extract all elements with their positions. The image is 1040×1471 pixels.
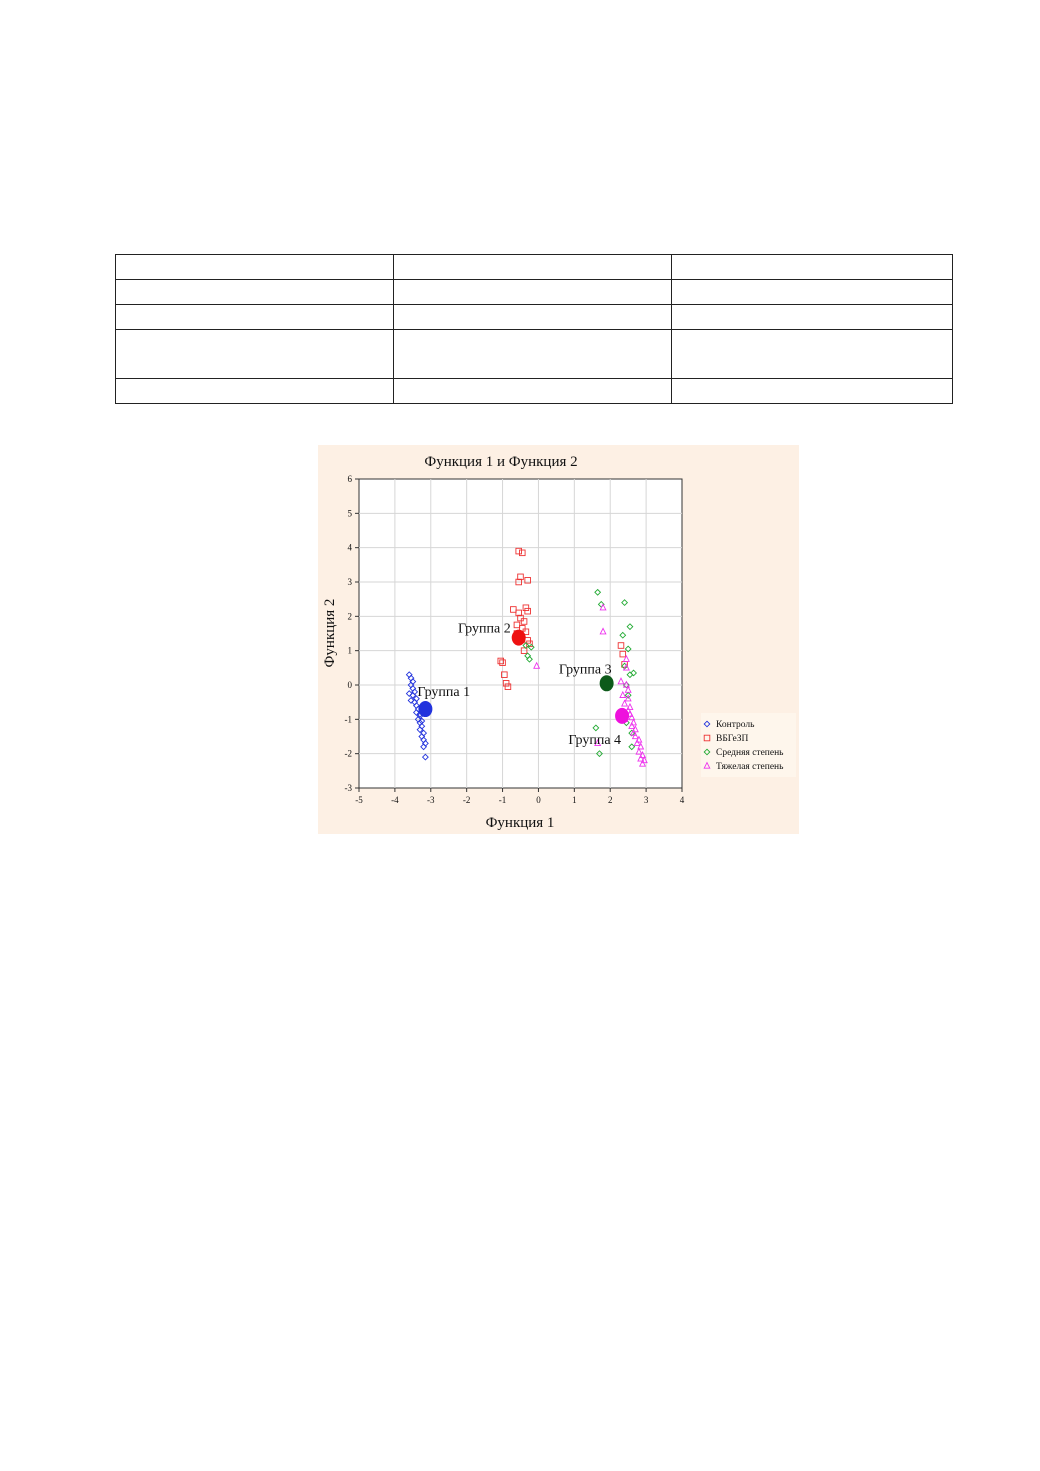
table-row xyxy=(116,305,953,330)
discriminant-chart-figure xyxy=(318,445,799,834)
table-cell xyxy=(394,330,672,379)
x-tick-label: -3 xyxy=(427,795,435,805)
y-tick-label: -2 xyxy=(344,748,352,759)
table-cell xyxy=(116,255,394,280)
table-row xyxy=(116,330,953,379)
table-cell xyxy=(672,255,953,280)
table-cell xyxy=(394,379,672,404)
y-tick-label: 1 xyxy=(347,645,352,656)
table-cell xyxy=(116,379,394,404)
table-cell xyxy=(672,330,953,379)
y-axis-label: Функция 2 xyxy=(322,598,338,668)
table-cell xyxy=(394,280,672,305)
x-axis-label: Функция 1 xyxy=(485,815,555,831)
y-tick-label: 2 xyxy=(347,611,352,622)
document-table xyxy=(115,254,953,404)
chart-svg xyxy=(318,445,799,834)
x-tick-label: -2 xyxy=(462,795,471,805)
x-tick-label: 4 xyxy=(679,795,685,805)
y-tick-label: -3 xyxy=(344,783,352,793)
table-cell xyxy=(672,379,953,404)
centroid-group-4 xyxy=(615,708,629,724)
table-cell xyxy=(672,305,953,330)
x-tick-label: 0 xyxy=(536,795,541,805)
legend-entry-label: Тяжелая степень xyxy=(716,762,784,772)
y-tick-label: 0 xyxy=(347,680,352,690)
table-cell xyxy=(394,305,672,330)
centroid-label: Группа 1 xyxy=(417,685,471,701)
y-tick-label: 5 xyxy=(347,508,352,519)
centroid-group-2 xyxy=(512,630,526,646)
y-tick-label: 3 xyxy=(347,577,352,587)
table-cell xyxy=(116,305,394,330)
y-tick-label: 4 xyxy=(347,542,352,553)
legend-entry-label: ВБГеЗП xyxy=(716,734,749,744)
table-row xyxy=(116,280,953,305)
centroid-label: Группа 2 xyxy=(457,621,511,637)
legend-entry-label: Контроль xyxy=(716,720,755,730)
x-tick-label: 1 xyxy=(572,795,577,805)
table-cell xyxy=(116,280,394,305)
y-tick-label: -1 xyxy=(344,714,352,725)
table-row xyxy=(116,379,953,404)
table-cell xyxy=(394,255,672,280)
x-tick-label: 2 xyxy=(607,795,613,805)
x-tick-label: -5 xyxy=(355,795,363,805)
table-row xyxy=(116,255,953,280)
table-cell xyxy=(116,330,394,379)
y-tick-label: 6 xyxy=(347,474,352,484)
centroid-label: Группа 3 xyxy=(558,662,612,678)
centroid-label: Группа 4 xyxy=(568,732,622,748)
centroid-group-3 xyxy=(600,675,614,691)
table-cell xyxy=(672,280,953,305)
x-tick-label: -1 xyxy=(498,795,507,805)
x-tick-label: -4 xyxy=(391,795,399,805)
x-tick-label: 3 xyxy=(643,795,649,805)
chart-title: Функция 1 и Функция 2 xyxy=(424,454,578,470)
centroid-group-1 xyxy=(418,701,432,717)
legend-entry-label: Средняя степень xyxy=(716,748,784,758)
